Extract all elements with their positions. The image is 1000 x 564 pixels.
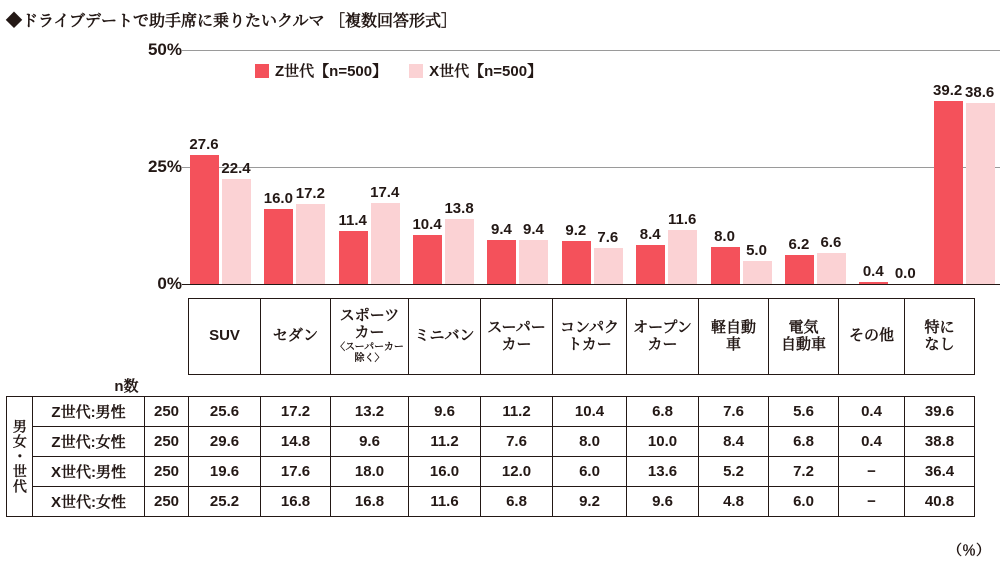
table-row-n: 250 bbox=[145, 486, 189, 516]
bar-z bbox=[636, 245, 665, 284]
table-cell: 8.0 bbox=[553, 426, 627, 456]
bar-group bbox=[256, 50, 330, 284]
bar-group bbox=[703, 50, 777, 284]
unit-note: （％） bbox=[948, 542, 990, 558]
table-row-label: Z世代:女性 bbox=[33, 426, 145, 456]
table-cell: − bbox=[839, 456, 905, 486]
table-col-header: 電気 自動車 bbox=[769, 299, 839, 375]
bar-group bbox=[777, 50, 851, 284]
bar-value-z: 8.0 bbox=[714, 227, 735, 245]
table-cell: 5.6 bbox=[769, 396, 839, 426]
blank-cell bbox=[699, 375, 769, 397]
bar-value-x: 0.0 bbox=[894, 265, 916, 282]
table-cell: 7.6 bbox=[481, 426, 553, 456]
table-cell: 11.6 bbox=[409, 486, 481, 516]
bar-value-x: 13.8 bbox=[444, 200, 474, 218]
table-side-header: 男女・世代 bbox=[7, 396, 33, 516]
blank-cell-3 bbox=[145, 375, 189, 397]
table-cell: 9.2 bbox=[553, 486, 627, 516]
table-cell: − bbox=[839, 486, 905, 516]
table-col-header: ミニバン bbox=[409, 299, 481, 375]
blank-cell bbox=[627, 375, 699, 397]
table-cell: 7.2 bbox=[769, 456, 839, 486]
bar-value-z: 0.4 bbox=[862, 263, 884, 281]
table-cell: 13.6 bbox=[627, 456, 699, 486]
bar-group bbox=[331, 50, 405, 284]
bar-group bbox=[554, 50, 628, 284]
bar-z bbox=[562, 241, 591, 284]
table-row-label: X世代:男性 bbox=[33, 456, 145, 486]
table-cell: 38.8 bbox=[905, 426, 975, 456]
table-cell: 14.8 bbox=[261, 426, 331, 456]
legend-label-z: Z世代【n=500】 bbox=[275, 63, 388, 80]
bar-x bbox=[817, 253, 846, 284]
corner-blank bbox=[7, 299, 33, 375]
table-cell: 25.6 bbox=[189, 396, 261, 426]
table-cell: 4.8 bbox=[699, 486, 769, 516]
table-row bbox=[7, 486, 975, 516]
table-row bbox=[7, 426, 975, 456]
table-header-row bbox=[7, 299, 975, 375]
bar-z bbox=[487, 240, 516, 284]
table-cell: 29.6 bbox=[189, 426, 261, 456]
bar-value-z: 9.2 bbox=[565, 221, 587, 239]
legend-label-x: X世代【n=500】 bbox=[429, 63, 543, 80]
bar-value-z: 6.2 bbox=[788, 235, 810, 253]
bar-value-z: 9.4 bbox=[491, 221, 512, 239]
page-title: ◆ドライブデートで助手席に乗りたいクルマ ［複数回答形式］ bbox=[6, 13, 458, 30]
bar-value-z: 8.4 bbox=[639, 225, 661, 243]
table-cell: 40.8 bbox=[905, 486, 975, 516]
y-tick-50: 50% bbox=[147, 40, 182, 59]
bar-x bbox=[668, 230, 697, 284]
axis-baseline bbox=[182, 284, 1000, 285]
bar-x bbox=[966, 103, 995, 284]
bar-z bbox=[859, 282, 888, 284]
table-cell: 17.6 bbox=[261, 456, 331, 486]
bar-value-x: 9.4 bbox=[523, 221, 544, 239]
table-cell: 9.6 bbox=[331, 426, 409, 456]
table-cell: 10.0 bbox=[627, 426, 699, 456]
table-cell: 16.8 bbox=[331, 486, 409, 516]
bar-value-x: 6.6 bbox=[820, 234, 842, 252]
y-tick-0: 0% bbox=[157, 274, 182, 293]
bar-value-z: 10.4 bbox=[412, 216, 442, 234]
bar-value-z: 39.2 bbox=[933, 81, 963, 99]
table-cell: 7.6 bbox=[699, 396, 769, 426]
corner-blank-3 bbox=[145, 299, 189, 375]
bar-x bbox=[296, 204, 325, 284]
blank-cell bbox=[769, 375, 839, 397]
bar-group bbox=[182, 50, 256, 284]
table-n-row bbox=[7, 375, 975, 397]
table-col-header: SUV bbox=[189, 299, 261, 375]
bar-value-x: 22.4 bbox=[221, 160, 251, 178]
table-row-n: 250 bbox=[145, 396, 189, 426]
bar-x bbox=[445, 219, 474, 284]
table-col-header: 軽自動 車 bbox=[699, 299, 769, 375]
bar-value-z: 11.4 bbox=[338, 211, 367, 229]
table-cell: 9.6 bbox=[409, 396, 481, 426]
table-cell: 9.6 bbox=[627, 486, 699, 516]
table-cell: 39.6 bbox=[905, 396, 975, 426]
table-cell: 6.8 bbox=[769, 426, 839, 456]
bar-z bbox=[264, 209, 293, 284]
table-cell: 18.0 bbox=[331, 456, 409, 486]
blank-cell bbox=[839, 375, 905, 397]
table-col-header: スポーツ カー 〈スーパーカー除く〉 bbox=[331, 299, 409, 375]
table-row-n: 250 bbox=[145, 426, 189, 456]
blank-cell bbox=[331, 375, 409, 397]
bar-x bbox=[222, 179, 251, 284]
table-row-n: 250 bbox=[145, 456, 189, 486]
bar-group bbox=[628, 50, 702, 284]
table-col-header: 特に なし bbox=[905, 299, 975, 375]
bar-x bbox=[371, 203, 400, 284]
blank-cell bbox=[905, 375, 975, 397]
bar-group bbox=[479, 50, 553, 284]
table-cell: 17.2 bbox=[261, 396, 331, 426]
table-col-header: オープン カー bbox=[627, 299, 699, 375]
blank-cell bbox=[189, 375, 261, 397]
bar-group bbox=[851, 50, 925, 284]
table-cell: 11.2 bbox=[409, 426, 481, 456]
blank-cell bbox=[7, 375, 33, 397]
blank-cell bbox=[481, 375, 553, 397]
y-axis-labels bbox=[120, 34, 182, 300]
table-cell: 36.4 bbox=[905, 456, 975, 486]
bar-x bbox=[594, 248, 623, 284]
bar-z bbox=[934, 101, 963, 284]
bar-z bbox=[785, 255, 814, 284]
bar-z bbox=[413, 235, 442, 284]
blank-cell bbox=[553, 375, 627, 397]
table-cell: 25.2 bbox=[189, 486, 261, 516]
bar-x bbox=[519, 240, 548, 284]
data-table bbox=[6, 298, 975, 517]
table-cell: 6.0 bbox=[769, 486, 839, 516]
table-cell: 0.4 bbox=[839, 426, 905, 456]
bar-value-x: 5.0 bbox=[746, 241, 767, 259]
blank-cell bbox=[261, 375, 331, 397]
table-cell: 6.8 bbox=[627, 396, 699, 426]
table-cell: 8.4 bbox=[699, 426, 769, 456]
bar-value-z: 27.6 bbox=[189, 135, 219, 153]
table-cell: 16.0 bbox=[409, 456, 481, 486]
table-cell: 13.2 bbox=[331, 396, 409, 426]
bar-value-x: 38.6 bbox=[965, 84, 995, 102]
table-row bbox=[7, 456, 975, 486]
bar-z bbox=[339, 231, 368, 284]
bar-chart bbox=[0, 34, 1000, 300]
n-header-label: n数 bbox=[114, 377, 139, 395]
y-tick-25: 25% bbox=[147, 157, 182, 176]
table-col-header: スーパー カー bbox=[481, 299, 553, 375]
bar-group bbox=[926, 50, 1000, 284]
blank-cell bbox=[409, 375, 481, 397]
table-col-header: その他 bbox=[839, 299, 905, 375]
table-cell: 5.2 bbox=[699, 456, 769, 486]
table-cell: 16.8 bbox=[261, 486, 331, 516]
bar-value-x: 11.6 bbox=[667, 210, 697, 228]
corner-blank-2 bbox=[33, 299, 145, 375]
bar-value-z: 16.0 bbox=[263, 190, 293, 208]
table-cell: 11.2 bbox=[481, 396, 553, 426]
table-cell: 6.0 bbox=[553, 456, 627, 486]
table-cell: 19.6 bbox=[189, 456, 261, 486]
table-cell: 0.4 bbox=[839, 396, 905, 426]
bar-value-x: 7.6 bbox=[597, 229, 619, 247]
bar-value-x: 17.4 bbox=[370, 183, 400, 201]
plot-area bbox=[182, 50, 1000, 284]
table-col-header: コンパク トカー bbox=[553, 299, 627, 375]
table-cell: 6.8 bbox=[481, 486, 553, 516]
bar-group bbox=[405, 50, 479, 284]
table-row bbox=[7, 396, 975, 426]
table-cell: 10.4 bbox=[553, 396, 627, 426]
table-row-label: X世代:女性 bbox=[33, 486, 145, 516]
table-row-label: Z世代:男性 bbox=[33, 396, 145, 426]
bar-value-x: 17.2 bbox=[295, 184, 325, 202]
table-cell: 12.0 bbox=[481, 456, 553, 486]
table-col-header: セダン bbox=[261, 299, 331, 375]
bar-x bbox=[743, 261, 772, 284]
